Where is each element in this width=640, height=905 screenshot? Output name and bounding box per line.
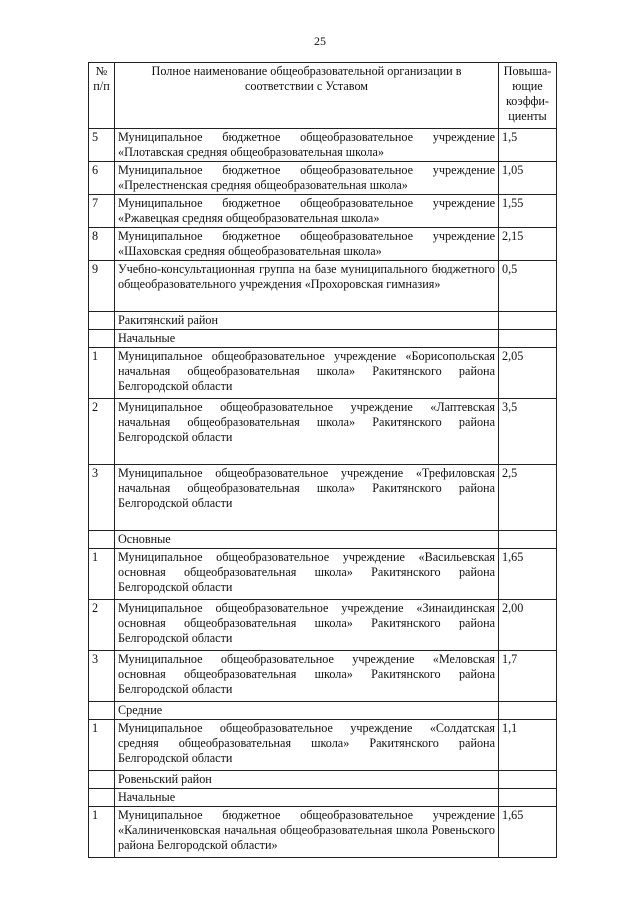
organization-name: Муниципальное бюджетное общеобразовательное учреждение «Калиниченковская начальная общеобразовательная школа Ровеньского района Белгородской области»: [115, 807, 499, 858]
section-empty-cell: [499, 312, 557, 330]
coefficient-value: 1,55: [499, 195, 557, 228]
table-row: [89, 399, 557, 465]
coefficient-value: 2,15: [499, 228, 557, 261]
row-number: 5: [89, 129, 115, 162]
table-row: [89, 228, 557, 261]
section-row: [89, 312, 557, 330]
table-row: [89, 261, 557, 312]
header-coefficient: Повыша- ющие коэффи- циенты: [499, 63, 557, 129]
coefficient-value: 1,65: [499, 807, 557, 858]
section-row: [89, 330, 557, 348]
table-row: [89, 195, 557, 228]
table-row: [89, 549, 557, 600]
section-row: [89, 789, 557, 807]
table-row: [89, 465, 557, 531]
coefficient-value: 1,65: [499, 549, 557, 600]
row-number: 2: [89, 600, 115, 651]
section-row: [89, 702, 557, 720]
table-row: [89, 600, 557, 651]
section-title: Начальные: [115, 330, 499, 348]
coefficient-value: 1,5: [499, 129, 557, 162]
table-row: [89, 720, 557, 771]
table-row: [89, 348, 557, 399]
section-title: Начальные: [115, 789, 499, 807]
section-row: [89, 531, 557, 549]
coefficient-value: 1,1: [499, 720, 557, 771]
organization-name: Муниципальное бюджетное общеобразовательное учреждение «Плотавская средняя общеобразовательная школа»: [115, 129, 499, 162]
organization-name: Муниципальное общеобразовательное учреждение «Лаптевская начальная общеобразовательная школа» Ракитянского района Белгородской области: [115, 399, 499, 465]
section-empty-cell: [499, 330, 557, 348]
page-number: 25: [314, 34, 326, 48]
organization-name: Муниципальное бюджетное общеобразовательное учреждение «Шаховская средняя общеобразовательная школа»: [115, 228, 499, 261]
section-title: Средние: [115, 702, 499, 720]
coefficient-value: 2,05: [499, 348, 557, 399]
organization-name: Муниципальное общеобразовательное учреждение «Васильевская основная общеобразовательная школа» Ракитянского района Белгородской области: [115, 549, 499, 600]
organization-name: Муниципальное общеобразовательное учреждение «Зинаидинская основная общеобразовательная школа» Ракитянского района Белгородской области: [115, 600, 499, 651]
table-row: [89, 651, 557, 702]
schools-coefficient-table: [88, 62, 557, 858]
organization-name: Муниципальное бюджетное общеобразовательное учреждение «Прелестненская средняя общеобразовательная школа»: [115, 162, 499, 195]
coefficient-value: 2,5: [499, 465, 557, 531]
header-name: Полное наименование общеобразовательной организации в соответствии с Уставом: [115, 63, 499, 129]
organization-name: Муниципальное общеобразовательное учреждение «Меловская основная общеобразовательная школа» Ракитянского района Белгородской области: [115, 651, 499, 702]
organization-name: Муниципальное общеобразовательное учреждение «Трефиловская начальная общеобразовательная школа» Ракитянского района Белгородской области: [115, 465, 499, 531]
organization-name: Муниципальное бюджетное общеобразовательное учреждение «Ржавецкая средняя общеобразовательная школа»: [115, 195, 499, 228]
row-number: 7: [89, 195, 115, 228]
section-empty-cell: [499, 771, 557, 789]
row-number: 1: [89, 549, 115, 600]
section-empty-cell: [89, 312, 115, 330]
table-header-row: [89, 63, 557, 129]
section-row: [89, 771, 557, 789]
section-title: Ровеньский район: [115, 771, 499, 789]
coefficient-value: 1,05: [499, 162, 557, 195]
section-empty-cell: [89, 702, 115, 720]
section-empty-cell: [499, 531, 557, 549]
organization-name: Муниципальное общеобразовательное учреждение «Борисопольская начальная общеобразовательная школа» Ракитянского района Белгородской области: [115, 348, 499, 399]
coefficient-value: 2,00: [499, 600, 557, 651]
row-number: 3: [89, 465, 115, 531]
row-number: 9: [89, 261, 115, 312]
row-number: 1: [89, 348, 115, 399]
table-row: [89, 162, 557, 195]
coefficient-value: 1,7: [499, 651, 557, 702]
section-title: Основные: [115, 531, 499, 549]
row-number: 6: [89, 162, 115, 195]
organization-name: Муниципальное общеобразовательное учреждение «Солдатская средняя общеобразовательная школа» Ракитянского района Белгородской области: [115, 720, 499, 771]
row-number: 1: [89, 720, 115, 771]
section-empty-cell: [89, 531, 115, 549]
row-number: 3: [89, 651, 115, 702]
section-empty-cell: [89, 771, 115, 789]
coefficient-value: 3,5: [499, 399, 557, 465]
table-row: [89, 129, 557, 162]
section-empty-cell: [499, 789, 557, 807]
section-empty-cell: [499, 702, 557, 720]
header-number: № п/п: [89, 63, 115, 129]
row-number: 8: [89, 228, 115, 261]
table-row: [89, 807, 557, 858]
row-number: 2: [89, 399, 115, 465]
section-title: Ракитянский район: [115, 312, 499, 330]
section-empty-cell: [89, 789, 115, 807]
coefficient-value: 0,5: [499, 261, 557, 312]
organization-name: Учебно-консультационная группа на базе муниципального бюджетного общеобразовательного учреждения «Прохоровская гимназия»: [115, 261, 499, 312]
section-empty-cell: [89, 330, 115, 348]
row-number: 1: [89, 807, 115, 858]
